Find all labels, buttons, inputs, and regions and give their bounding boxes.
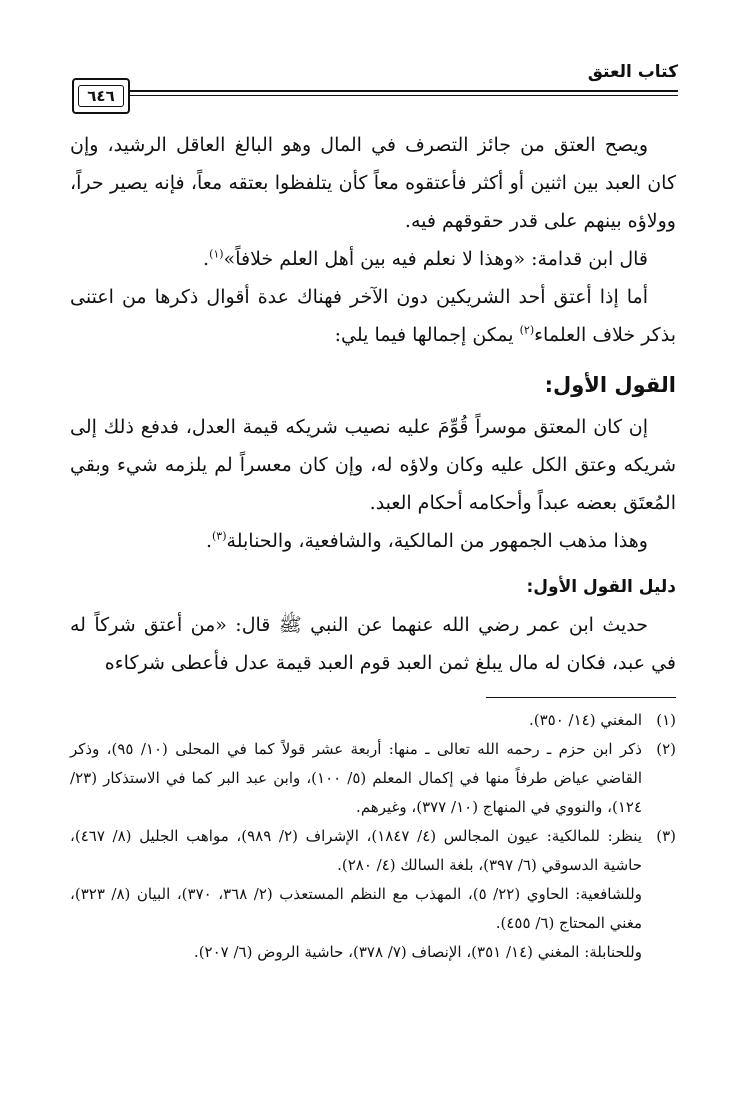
header-rule-thick xyxy=(72,90,678,92)
paragraph-2-text: قال ابن قدامة: «وهذا لا نعلم فيه بين أهل العلم خلافاً» xyxy=(223,248,648,270)
paragraph-5-text: وهذا مذهب الجمهور من المالكية، والشافعية، والحنابلة xyxy=(226,530,648,552)
page-number-frame xyxy=(72,78,130,114)
footnotes xyxy=(70,706,676,967)
footnote-number: (٢) xyxy=(656,740,676,758)
main-text xyxy=(70,126,676,682)
chapter-title: كتاب العتق xyxy=(587,62,678,82)
paragraph-3-end: يمكن إجمالها فيما يلي: xyxy=(334,324,520,346)
paragraph-3 xyxy=(70,278,676,354)
footnote-1 xyxy=(70,706,676,735)
page-number: ٦٤٦ xyxy=(78,85,123,107)
paragraph-2-end: . xyxy=(203,248,210,270)
header-rule-thin xyxy=(72,95,678,96)
footnote-separator xyxy=(486,697,676,698)
paragraph-4: إن كان المعتق موسراً قُوِّمَ عليه نصيب شريكه قيمة العدل، فدفع ذلك إلى شريكه وعتق الكل عليه وكان ولاؤه له، وإن كان معسراً لم يلزمه شيء وبقي المُعتَق بعضه عبداً وأحكامه أحكام العبد. xyxy=(70,416,676,514)
paragraph-5-end: . xyxy=(205,530,212,552)
footnote-line-shafii: وللشافعية: الحاوي (٢٢/ ٥)، المهذب مع النظم المستعذب (٢/ ٣٦٨، ٣٧٠)، البيان (٨/ ٣٢٣)، مغني المحتاج (٦/ ٤٥٥). xyxy=(70,885,642,932)
heading-first-opinion: القول الأول: xyxy=(544,373,676,397)
footnote-ref-3: (٣) xyxy=(212,529,227,543)
footnote-2 xyxy=(70,735,676,822)
footnote-ref-1: (١) xyxy=(209,247,224,261)
footnote-text: ذكر ابن حزم ـ رحمه الله تعالى ـ منها: أربعة عشر قولاً كما في المحلى (١٠/ ٩٥)، وذكر القاضي عياض طرفاً منها في إكمال المعلم (٥/ ١٠٠)، وابن عبد البر كما في الاستذكار (٢٣/ ١٢٤)، والنووي في المنهاج (١٠/ ٣٧٧)، وغيرهم. xyxy=(70,740,642,816)
footnote-3 xyxy=(70,822,676,967)
footnote-number: (١) xyxy=(656,711,676,729)
footnote-number: (٣) xyxy=(656,827,676,845)
page-header xyxy=(72,58,678,118)
paragraph-5 xyxy=(70,522,676,560)
paragraph-3-text: أما إذا أعتق أحد الشريكين دون الآخر فهناك عدة أقوال ذكرها من اعتنى بذكر خلاف العلماء xyxy=(70,286,676,346)
footnote-text xyxy=(70,822,642,967)
footnote-text: المغني (١٤/ ٣٥٠). xyxy=(528,711,642,729)
footnote-line-hanbali: وللحنابلة: المغني (١٤/ ٣٥١)، الإنصاف (٧/ ٣٧٨)، حاشية الروض (٦/ ٢٠٧). xyxy=(193,943,642,961)
footnote-ref-2: (٢) xyxy=(519,323,535,337)
paragraph-1: ويصح العتق من جائز التصرف في المال وهو البالغ العاقل الرشيد، وإن كان العبد بين اثنين أو أكثر فأعتقوه معاً كأن يتلفظوا بعتقه معاً، فإنه يصير حراً، وولاؤه بينهم على قدر حقوقهم فيه. xyxy=(70,134,676,232)
paragraph-2 xyxy=(70,240,676,278)
heading-first-opinion-evidence: دليل القول الأول: xyxy=(526,577,676,597)
footnote-line-maliki: ينظر: للمالكية: عيون المجالس (٤/ ١٨٤٧)، الإشراف (٢/ ٩٨٩)، مواهب الجليل (٨/ ٤٦٧)، حاشية الدسوقي (٦/ ٣٩٧)، بلغة السالك (٤/ ٢٨٠). xyxy=(70,827,642,874)
paragraph-6: حديث ابن عمر رضي الله عنهما عن النبي ﷺ قال: «من أعتق شركاً له في عبد، فكان له مال يبلغ ثمن العبد قوم العبد قيمة عدل فأعطى شركاءه xyxy=(70,614,676,674)
